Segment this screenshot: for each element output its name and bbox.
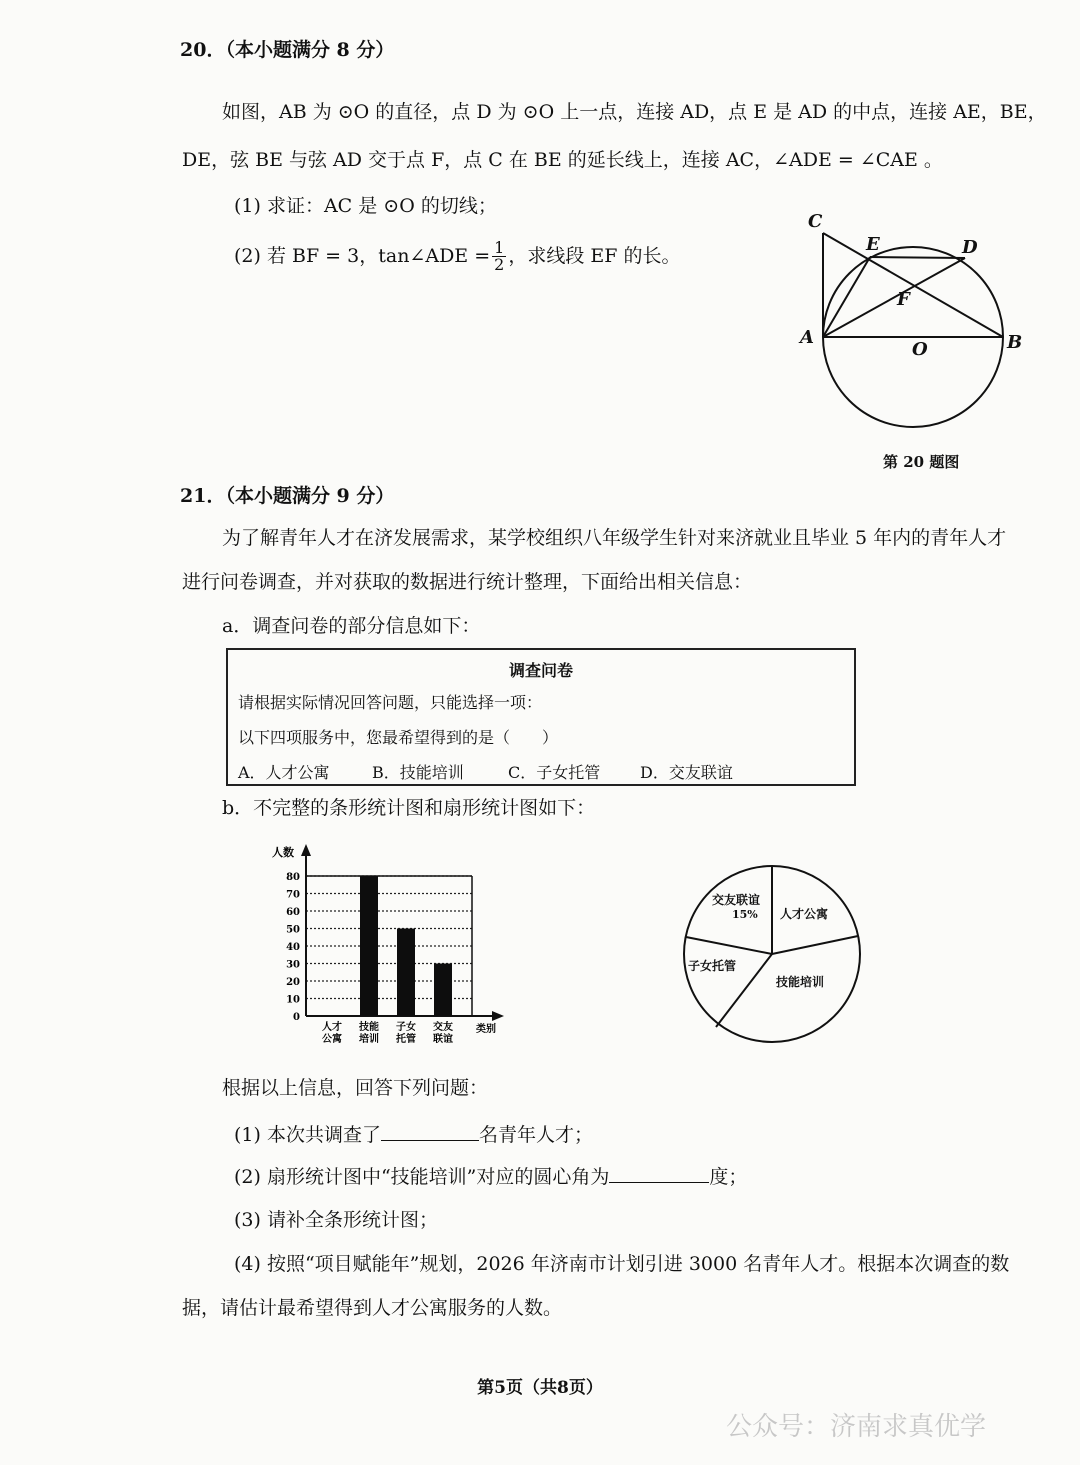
survey-option-d: D．交友联谊 <box>640 763 733 782</box>
point-label-f: F <box>897 289 910 310</box>
x-tick-label: 培训 <box>359 1034 379 1045</box>
y-axis-label: 人数 <box>272 846 294 859</box>
segment-ed <box>870 257 965 258</box>
bar-3 <box>397 929 415 1017</box>
point-label-b: B <box>1007 332 1023 353</box>
y-tick-label: 50 <box>286 924 300 936</box>
x-tick-label: 子女 <box>396 1022 416 1033</box>
q21-a-label: a．调查问卷的部分信息如下： <box>222 615 481 637</box>
bar-4 <box>434 964 452 1017</box>
y-tick-label: 20 <box>286 977 300 988</box>
q21-question4-line2: 据，请估计最希望得到人才公寓服务的人数。 <box>182 1297 563 1319</box>
q21-q2-prefix: (2) 扇形统计图中“技能培训”对应的圆心角为 <box>234 1166 610 1188</box>
pie-divider-left <box>686 937 772 954</box>
y-axis-arrow <box>301 844 311 856</box>
q21-intro-line2: 进行问卷调查，并对获取的数据进行统计整理，下面给出相关信息： <box>182 571 753 593</box>
y-tick-label: 60 <box>286 907 300 918</box>
survey-title: 调查问卷 <box>508 661 573 680</box>
q21-q2-blank[interactable] <box>609 1164 709 1183</box>
pie-label-rencai: 人才公寓 <box>780 907 829 921</box>
x-tick-label: 技能 <box>359 1022 379 1033</box>
point-label-a: A <box>800 327 814 348</box>
y-tick-label: 30 <box>286 959 300 971</box>
bar-chart <box>262 838 512 1056</box>
q20-stem-line2: DE，弦 BE 与弦 AD 交于点 F，点 C 在 BE 的延长线上，连接 AC，∠ADE = ∠CAE 。 <box>182 149 943 171</box>
bar-2 <box>360 876 378 1016</box>
x-tick-label: 人才 <box>322 1022 342 1033</box>
q20-geometry-figure <box>790 205 1050 485</box>
fraction-denominator: 2 <box>494 254 505 274</box>
q21-heading: 21．（本小题满分 9 分） <box>180 485 395 507</box>
y-tick-label: 10 <box>286 994 300 1006</box>
q21-question3: (3) 请补全条形统计图； <box>234 1209 438 1231</box>
q20-part2 <box>234 234 680 278</box>
segment-ad <box>823 258 965 337</box>
y-tick-label: 40 <box>286 942 300 953</box>
q20-heading: 20．（本小题满分 8 分） <box>180 39 395 61</box>
q20-part2-prefix: (2) 若 BF = 3，tan∠ADE = <box>234 245 491 267</box>
survey-line1: 请根据实际情况回答问题，只能选择一项： <box>238 693 543 712</box>
survey-option-b: B．技能培训 <box>372 763 464 782</box>
point-label-d: D <box>962 237 978 258</box>
fraction-numerator: 1 <box>494 237 505 257</box>
point-label-c: C <box>808 211 823 232</box>
point-label-e: E <box>866 234 880 255</box>
pie-divider-right <box>772 936 858 954</box>
y-tick-label: 70 <box>286 889 300 901</box>
figure-caption: 第 20 题图 <box>883 453 960 471</box>
y-tick-label: 0 <box>293 1012 300 1023</box>
q21-question4-line1: (4) 按照“项目赋能年”规划，2026 年济南市计划引进 3000 名青年人才。根据本次调查的数 <box>234 1253 1010 1275</box>
q21-q1-prefix: (1) 本次共调查了 <box>234 1124 381 1146</box>
q21-q1-suffix: 名青年人才； <box>478 1124 593 1146</box>
q21-question2 <box>234 1164 747 1189</box>
survey-option-c: C．子女托管 <box>508 763 601 782</box>
survey-option-a: A．人才公寓 <box>238 763 330 782</box>
q21-b-label: b．不完整的条形统计图和扇形统计图如下： <box>222 797 596 819</box>
watermark: 公众号：济南求真优学 <box>726 1412 987 1442</box>
x-axis-label: 类别 <box>476 1024 496 1035</box>
pie-chart <box>676 862 866 1048</box>
y-tick-label: 80 <box>286 872 300 883</box>
q21-answer-intro: 根据以上信息，回答下列问题： <box>222 1077 489 1099</box>
page-number: 第5页（共8页） <box>477 1378 603 1398</box>
q21-q1-blank[interactable] <box>381 1122 479 1141</box>
x-tick-label: 联谊 <box>433 1034 453 1045</box>
q20-fraction <box>492 237 506 274</box>
point-label-o: O <box>912 339 928 360</box>
x-tick-label: 交友 <box>433 1022 453 1033</box>
q21-intro-line1: 为了解青年人才在济发展需求，某学校组织八年级学生针对来济就业且毕业 5 年内的青年人才 <box>222 527 1007 549</box>
survey-line2: 以下四项服务中，您最希望得到的是（ ） <box>238 728 559 747</box>
pie-label-jineng: 技能培训 <box>776 975 825 989</box>
q20-part1: (1) 求证：AC 是 ⊙O 的切线； <box>234 195 497 217</box>
pie-label-zinv: 子女托管 <box>688 959 737 973</box>
q20-stem-line1: 如图，AB 为 ⊙O 的直径，点 D 为 ⊙O 上一点，连接 AD，点 E 是 AD 的中点，连接 AE，BE， <box>222 101 1047 123</box>
pie-label-jiaoyou: 交友联谊 <box>712 893 761 907</box>
q21-question1 <box>234 1122 593 1147</box>
x-tick-label: 托管 <box>396 1034 416 1045</box>
survey-box <box>226 648 856 786</box>
x-tick-label: 公寓 <box>322 1034 342 1045</box>
pie-label-jiaoyou-percent: 15% <box>732 908 758 921</box>
x-axis-arrow <box>492 1011 504 1021</box>
q20-part2-suffix: ，求线段 EF 的长。 <box>508 245 681 267</box>
q21-q2-suffix: 度； <box>709 1166 748 1188</box>
